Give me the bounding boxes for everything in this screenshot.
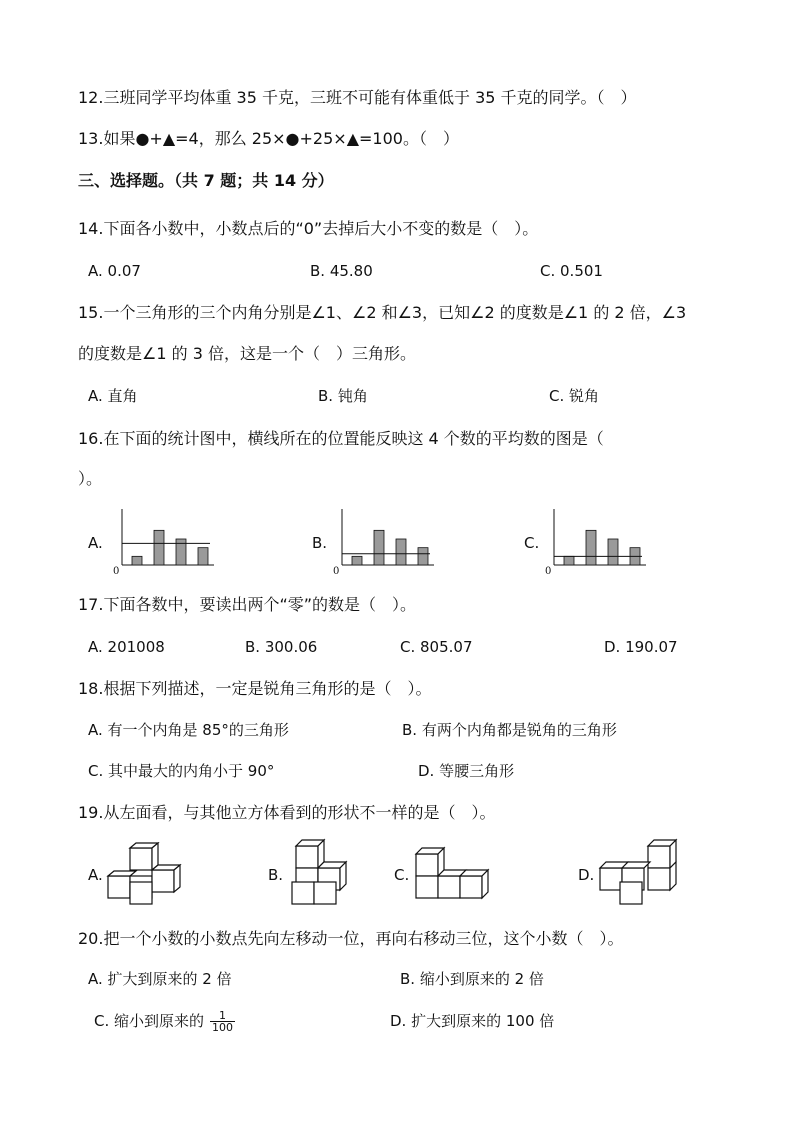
- q19-option-d-label[interactable]: D.: [578, 866, 595, 884]
- axis-zero-label: 0: [545, 566, 552, 575]
- q16-chart-c[interactable]: [542, 505, 652, 575]
- question-20: 20.把一个小数的小数点先向左移动一位，再向右移动三位，这个小数（ ）。: [78, 929, 624, 948]
- question-14: 14.下面各小数中，小数点后的“0”去掉后大小不变的数是（ ）。: [78, 219, 539, 238]
- q20-option-a[interactable]: A. 扩大到原来的 2 倍: [88, 970, 232, 988]
- question-12: 12.三班同学平均体重 35 千克，三班不可能有体重低于 35 千克的同学。（ ）: [78, 88, 637, 107]
- q15-option-a[interactable]: A. 直角: [88, 387, 138, 405]
- q19-cubes-d[interactable]: [596, 838, 686, 910]
- q14-option-a[interactable]: A. 0.07: [88, 262, 141, 280]
- q17-option-b[interactable]: B. 300.06: [245, 638, 318, 656]
- q18-option-c[interactable]: C. 其中最大的内角小于 90°: [88, 762, 275, 780]
- q16-option-a-label[interactable]: A.: [88, 534, 103, 552]
- question-17: 17.下面各数中，要读出两个“零”的数是（ ）。: [78, 595, 417, 614]
- q15-option-b[interactable]: B. 钝角: [318, 387, 368, 405]
- question-16-line2: ）。: [78, 469, 103, 488]
- q18-option-d[interactable]: D. 等腰三角形: [418, 762, 515, 780]
- question-19: 19.从左面看，与其他立方体看到的形状不一样的是（ ）。: [78, 803, 496, 822]
- question-15-line2: 的度数是∠1 的 3 倍，这是一个（ ）三角形。: [78, 344, 416, 363]
- bar: [608, 539, 618, 565]
- bar: [132, 556, 142, 565]
- q16-chart-a[interactable]: [110, 505, 220, 575]
- q14-option-b[interactable]: B. 45.80: [310, 262, 373, 280]
- q19-option-c-label[interactable]: C.: [394, 866, 410, 884]
- q19-option-b-label[interactable]: B.: [268, 866, 284, 884]
- q20-option-c-text: C. 缩小到原来的: [94, 1012, 205, 1030]
- bar: [198, 548, 208, 565]
- q16-option-b-label[interactable]: B.: [312, 534, 328, 552]
- axis-zero-label: 0: [113, 566, 120, 575]
- q17-option-c[interactable]: C. 805.07: [400, 638, 473, 656]
- fraction-one-hundredth: [210, 1010, 235, 1033]
- q19-cubes-c[interactable]: [412, 846, 498, 900]
- bar: [418, 548, 428, 565]
- q17-option-d[interactable]: D. 190.07: [604, 638, 678, 656]
- question-16-line1: 16.在下面的统计图中，横线所在的位置能反映这 4 个数的平均数的图是（: [78, 429, 604, 448]
- q16-option-c-label[interactable]: C.: [524, 534, 540, 552]
- question-18: 18.根据下列描述，一定是锐角三角形的是（ ）。: [78, 679, 432, 698]
- bar: [564, 556, 574, 565]
- axis-zero-label: 0: [333, 566, 340, 575]
- q15-option-c[interactable]: C. 锐角: [549, 387, 600, 405]
- q20-option-c[interactable]: [94, 1010, 235, 1033]
- question-15-line1: 15.一个三角形的三个内角分别是∠1、∠2 和∠3，已知∠2 的度数是∠1 的 2 倍，∠3: [78, 303, 687, 322]
- q14-option-c[interactable]: C. 0.501: [540, 262, 603, 280]
- fraction-denominator: 100: [212, 1021, 234, 1034]
- q19-option-a-label[interactable]: A.: [88, 866, 103, 884]
- q20-option-d[interactable]: D. 扩大到原来的 100 倍: [390, 1012, 555, 1030]
- q19-cubes-a[interactable]: [104, 842, 190, 908]
- bar: [586, 530, 596, 565]
- q19-cubes-b[interactable]: [288, 838, 360, 910]
- bar: [396, 539, 406, 565]
- q18-option-b[interactable]: B. 有两个内角都是锐角的三角形: [402, 721, 617, 739]
- q16-chart-b[interactable]: [330, 505, 440, 575]
- question-13: 13.如果●+▲=4，那么 25×●+25×▲=100。（ ）: [78, 129, 459, 148]
- bar: [374, 530, 384, 565]
- bar: [352, 556, 362, 565]
- bar: [154, 530, 164, 565]
- section-heading-3: 三、选择题。（共 7 题；共 14 分）: [78, 171, 334, 190]
- q17-option-a[interactable]: A. 201008: [88, 638, 165, 656]
- q20-option-b[interactable]: B. 缩小到原来的 2 倍: [400, 970, 544, 988]
- q18-option-a[interactable]: A. 有一个内角是 85°的三角形: [88, 721, 289, 739]
- fraction-numerator: 1: [210, 1010, 235, 1022]
